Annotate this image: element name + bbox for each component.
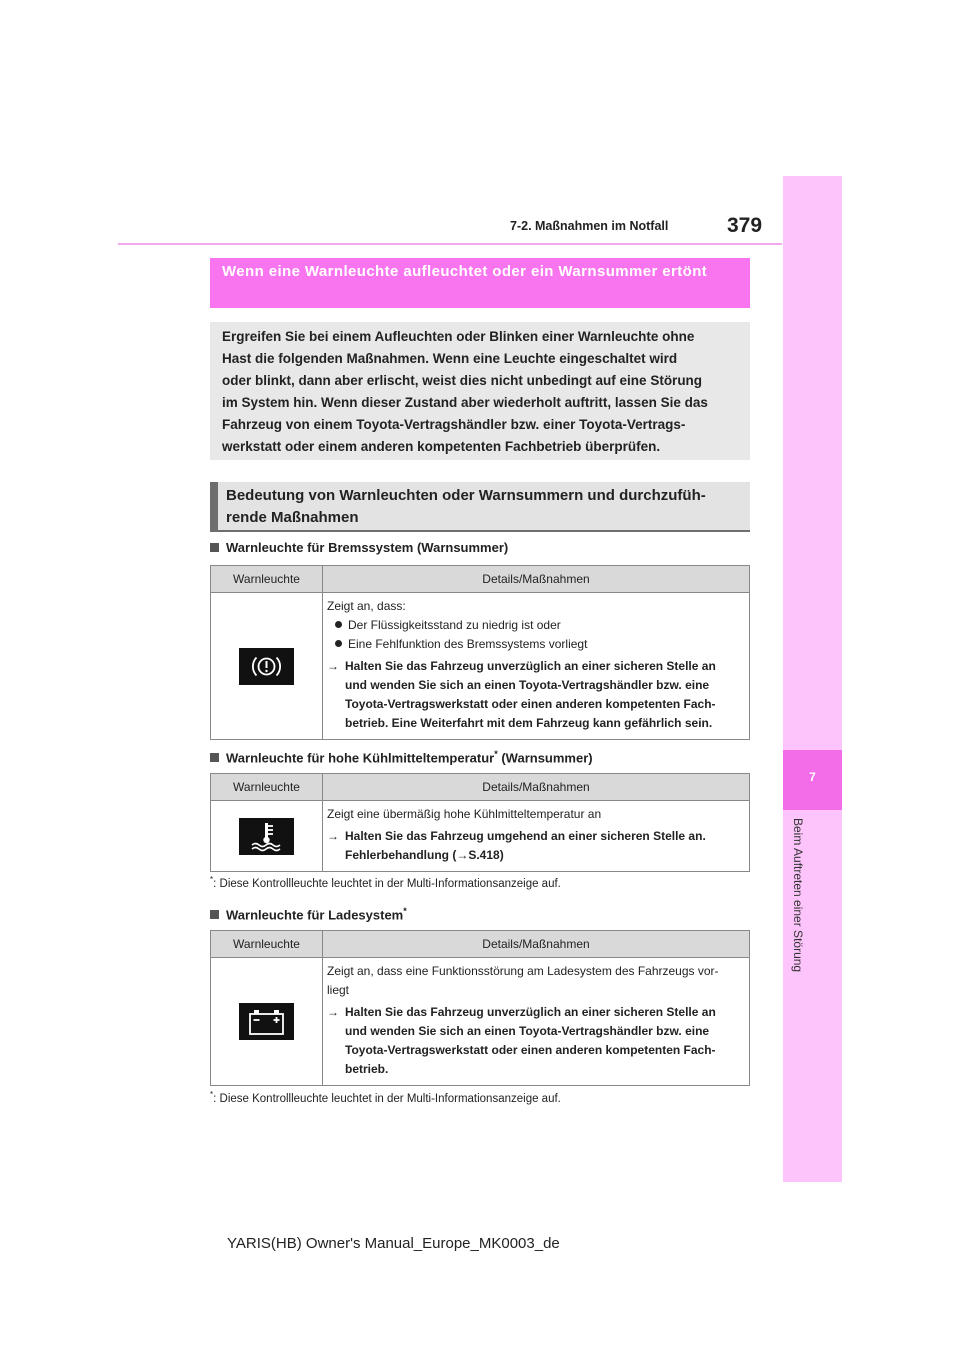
details-intro: Zeigt an, dass eine Funktionsstörung am Ladesystem des Fahrzeugs vor- (327, 964, 719, 978)
action-line: Halten Sie das Fahrzeug unverzüglich an einer sicheren Stelle an (345, 1005, 716, 1019)
heading-text: Warnleuchte für Bremssystem (Warnsummer) (226, 540, 509, 555)
details-cell (323, 593, 750, 740)
bullet-text: Eine Fehlfunktion des Bremssystems vorliegt (348, 637, 588, 651)
bullet-dot-icon (335, 640, 342, 647)
charging-section-heading (210, 906, 407, 922)
action-line: Toyota-Vertragswerkstatt oder einen anderen kompetenten Fach- (345, 697, 716, 711)
action-line: Halten Sie das Fahrzeug unverzüglich an einer sicheren Stelle an (345, 659, 716, 673)
bullet-text: Der Flüssigkeitsstand zu niedrig ist oder (348, 618, 561, 632)
footnote (210, 875, 561, 890)
arrow-right-icon: → (327, 1005, 339, 1019)
action-line: und wenden Sie sich an einen Toyota-Vertragshändler bzw. eine (345, 678, 710, 692)
bullet-item (327, 635, 745, 654)
details-cell (323, 801, 750, 872)
heading-text: Warnleuchte für Ladesystem (226, 907, 404, 923)
table-header-warnleuchte: Warnleuchte (211, 774, 323, 801)
action-line (345, 846, 745, 865)
coolant-warning-table (210, 773, 750, 872)
bullet-item (327, 616, 745, 635)
footnote-text: : Diese Kontrollleuchte leuchtet in der Multi-Informationsanzeige auf. (213, 1092, 561, 1105)
square-bullet-icon (210, 753, 219, 762)
section-reference: 7-2. Maßnahmen im Notfall (510, 219, 669, 233)
coolant-section-heading (210, 749, 593, 765)
details-intro: Zeigt an, dass: (327, 599, 406, 613)
coolant-temperature-icon (239, 818, 294, 855)
intro-line: oder blinkt, dann aber erlischt, weist dies nicht unbedingt auf eine Störung (222, 373, 703, 388)
table-header-warnleuchte: Warnleuchte (211, 566, 323, 593)
action-line: und wenden Sie sich an einen Toyota-Vertragshändler bzw. eine (345, 1024, 710, 1038)
chapter-label: Beim Auftreten einer Störung (791, 818, 805, 973)
charging-warning-table (210, 930, 750, 1086)
icon-cell (211, 593, 323, 740)
intro-line: Fahrzeug von einem Toyota-Vertragshändler bzw. einer Toyota-Vertrags- (222, 417, 686, 432)
action-line: Toyota-Vertragswerkstatt oder einen anderen kompetenten Fach- (345, 1043, 716, 1057)
table-header-warnleuchte: Warnleuchte (211, 931, 323, 958)
intro-line: Hast die folgenden Maßnahmen. Wenn eine Leuchte eingeschaltet wird (222, 351, 678, 366)
action-line-text: Fehlerbehandlung ( (345, 848, 457, 862)
heading-text: (Warnsummer) (497, 750, 593, 766)
intro-line: werkstatt oder einem anderen kompetenten Fachbetrieb überprüfen. (222, 439, 661, 454)
details-intro: liegt (327, 983, 350, 997)
action-line: betrieb. (345, 1062, 389, 1076)
action-text (327, 657, 745, 733)
page-number: 379 (727, 214, 763, 237)
subheading-line: Bedeutung von Warnleuchten oder Warnsummern und durchzufüh- (226, 487, 706, 504)
footer-manual-id: YARIS(HB) Owner's Manual_Europe_MK0003_de (227, 1235, 560, 1252)
battery-charging-icon (239, 1003, 294, 1040)
details-cell (323, 958, 750, 1086)
arrow-right-icon: → (456, 848, 469, 862)
subheading (210, 482, 750, 532)
table-header-details: Details/Maßnahmen (323, 931, 750, 958)
subheading-line: rende Maßnahmen (226, 509, 359, 526)
action-text (327, 827, 745, 865)
intro-line: im System hin. Wenn dieser Zustand aber wiederholt auftritt, lassen Sie das (222, 395, 708, 410)
action-line: betrieb. Eine Weiterfahrt mit dem Fahrzeug kann gefährlich sein. (345, 716, 713, 730)
square-bullet-icon (210, 543, 219, 552)
intro-line: Ergreifen Sie bei einem Aufleuchten oder Blinken einer Warnleuchte ohne (222, 329, 695, 344)
action-line: Halten Sie das Fahrzeug umgehend an einer sicheren Stelle an. (345, 829, 706, 843)
brake-warning-table (210, 565, 750, 740)
arrow-right-icon: → (327, 659, 339, 673)
bullet-dot-icon (335, 621, 342, 628)
footnote-marker: * (494, 749, 498, 759)
square-bullet-icon (210, 910, 219, 919)
chapter-side-tab (783, 176, 842, 1182)
section-banner: Wenn eine Warnleuchte aufleuchtet oder ein Warnsummer ertönt (210, 258, 750, 308)
icon-cell (211, 801, 323, 872)
table-header-details: Details/Maßnahmen (323, 774, 750, 801)
footnote-text: : Diese Kontrollleuchte leuchtet in der Multi-Informationsanzeige auf. (213, 877, 561, 890)
page-reference-link[interactable]: S.418) (468, 848, 504, 862)
brake-warning-icon (239, 648, 294, 685)
action-text (327, 1003, 745, 1079)
footnote-marker: * (403, 906, 407, 916)
arrow-right-icon: → (327, 829, 339, 843)
details-intro: Zeigt eine übermäßig hohe Kühlmitteltemperatur an (327, 807, 602, 821)
header-divider (118, 243, 782, 245)
icon-cell (211, 958, 323, 1086)
table-header-details: Details/Maßnahmen (323, 566, 750, 593)
footnote (210, 1090, 561, 1105)
heading-text: Warnleuchte für hohe Kühlmitteltemperatur (226, 750, 495, 766)
footnote-marker: * (210, 875, 214, 884)
brake-section-heading (210, 540, 508, 555)
chapter-number: 7 (809, 770, 816, 784)
intro-box (210, 322, 750, 460)
footnote-marker: * (210, 1090, 214, 1099)
